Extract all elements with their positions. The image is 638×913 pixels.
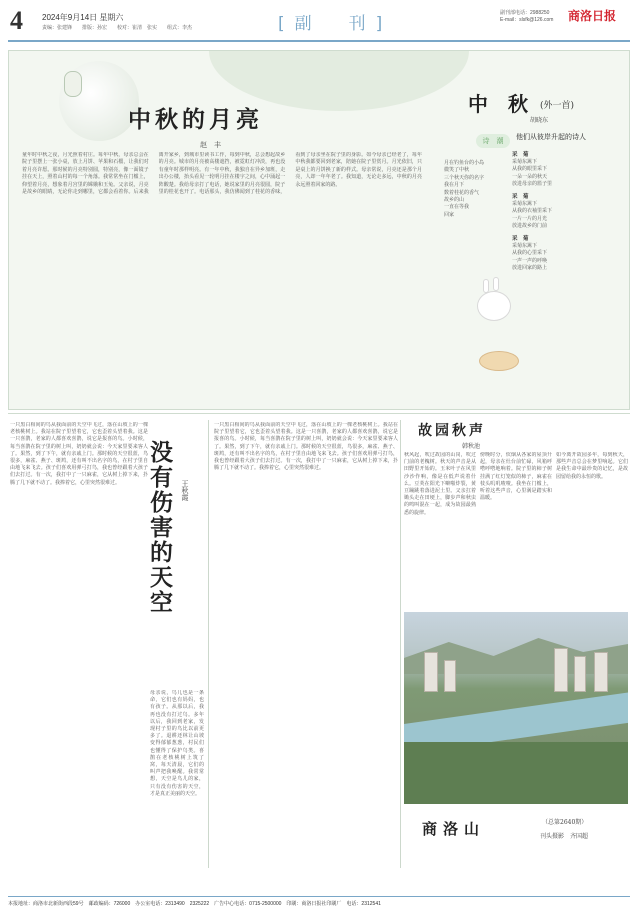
sub-poem-title: 采 菊	[512, 194, 529, 201]
story-column-3: 一只黑白相间的鸟从我面前的天空中飞过，落在山坡上的一棵老核桃树上。我站在院子里望着它，它也歪着头望着我。这是一只喜鹊，老家的人都喜欢喜鹊，说它是报喜的鸟。小时候，每当喜鹊在院子里的树上叫，奶奶就会说：今天家里要来客人了。果然，到了下午，就有亲戚上门。那时候的天空很蓝，鸟很多，麻雀、燕子、斑鸠，还有叫不出名字的鸟，在村子里自由地飞来飞去。孩子们喜欢用弹弓打鸟，我也曾经跟着大孩子们去打过。有一次，我打中了一只麻雀，它从树上掉下来，扑腾了几下就不动了。我捧着它，心里突然很难过。	[214, 422, 398, 472]
essay-column-1: 秋风起，吹过故园的山岗，吹过门前的老槐树。秋天的声音是从田野里开始的。玉米叶子在风里沙沙作响，像是在低声说着什么。豆荚在阳光下噼啪炸裂，黄豆蹦跳着落进泥土里。父亲扛着锄头走在田埂上，脚步声和秋虫的鸣叫混在一起，成为故园最熟悉的旋律。	[404, 452, 476, 516]
rabbit-ear-icon	[493, 277, 499, 291]
sub-poem-title: 采 菊	[512, 152, 529, 158]
park-shape	[404, 742, 628, 804]
contact-phone: 副刊部电话：2988250	[500, 10, 550, 16]
page-header	[0, 0, 638, 44]
essay-author: 韩秋池	[462, 443, 481, 450]
photo-caption-title: 商洛山	[422, 820, 486, 838]
building-shape	[594, 652, 608, 692]
section-divider	[8, 413, 630, 414]
sub-poem	[512, 194, 620, 230]
column-divider	[208, 420, 209, 868]
story-column-1: 一只黑白相间的鸟从我面前的天空中飞过，落在山坡上的一棵老核桃树上。我站在院子里望着它，它也歪着头望着我。这是一只喜鹊，老家的人都喜欢喜鹊，说它是报喜的鸟。小时候，每当喜鹊在院子里的树上叫，奶奶就会说：今天家里要来客人了。果然，到了下午，就有亲戚上门。那时候的天空很蓝，鸟很多，麻雀、燕子、斑鸠，还有叫不出名字的鸟，在村子里自由地飞来飞去。孩子们喜欢用弹弓打鸟，我也曾经跟着大孩子们去打过。有一次，我打中了一只麻雀，它从树上掉下来，扑腾了几下就不动了。我捧着它，心里突然很难过。	[10, 422, 148, 486]
feature-author: 赵 丰	[200, 141, 221, 149]
sub-poem-text: 采菊东篱下 从我的衣袖里采下 一片一片的月光 放进故乡的门前	[512, 201, 553, 229]
story-column-2: 母亲说，鸟儿也是一条命，它们也有妈妈，也有孩子。从那以后，我再也没有打过鸟。多年以后，我回到老家，发现村子里的鸟比以前更多了。退耕还林让山坡变得郁郁葱葱，村民们也懂得了保护鸟类。喜鹊在老核桃树上筑了窝，每天清晨，它们的叫声把我唤醒。我常常想，天空是鸟儿的家，只有没有伤害的天空，才是真正美丽的天空。	[150, 690, 204, 797]
poem-title: 中 秋	[468, 92, 528, 116]
sub-poem-header: 他们从彼岸升起的诗人	[516, 133, 586, 141]
newspaper-logo: 商洛日报	[568, 9, 617, 23]
rabbit-ear-icon	[483, 279, 489, 293]
lantern-illustration	[64, 71, 82, 97]
sub-poem-text: 采菊东篱下 从我的眼里采下 一朵一朵的秋天 放进母亲的篮子里	[512, 159, 553, 187]
story-author: 王秋霞	[181, 480, 189, 501]
essay-column-2: 傍晚时分，炊烟从各家的屋顶升起，母亲在灶台前忙碌，风箱呼嗒呼嗒地响着。院子里的柿子树挂满了红灯笼似的柿子，麻雀在枝头叽叽喳喳。我坐在门槛上，听着这些声音，心里满是踏实和温暖。	[480, 452, 552, 502]
sub-poem-text: 采菊东篱下 从我的心里采下 一声一声的呼唤 放进回家的路上	[512, 243, 548, 271]
essay-column-3: 如今离开故园多年，每到秋天，那些声音总会在梦里响起。它们是我生命中最珍贵的记忆，是故园留给我的永恒的歌。	[556, 452, 628, 480]
poem-author: 胡晓东	[530, 117, 549, 124]
sub-poem-title: 采 菊	[512, 236, 529, 243]
header-rule	[8, 40, 630, 42]
shangluo-mountain-photo	[404, 612, 628, 804]
column-divider	[400, 420, 401, 868]
story-title: 没有伤害的天空	[146, 440, 172, 615]
contact-email: E-mail：slsfk@126.com	[500, 17, 554, 23]
building-shape	[424, 652, 438, 692]
feature-title: 中秋的月亮	[128, 107, 263, 133]
page-number: 4	[10, 6, 23, 35]
page-footer: 本报地址：商洛市北新街西段59号 邮政编码：726000 办公室电话：2313490 2325222 广告中心电话：0715-2500000 印刷：商洛日报社印刷厂 电话：2312541	[8, 896, 630, 908]
editor-credits: 责编：张建锋 排版：孙宏 校对：崔清 张实 组式：李杰	[42, 25, 193, 31]
poem-text: 月在钓鱼台的小岛 微笑了中秋 三个秋天你的名字 我在月下 数着桂花的香气 故乡的山 一直在等我 回家	[444, 160, 485, 218]
building-shape	[554, 648, 568, 692]
contact-info	[500, 10, 553, 24]
sub-poem	[512, 152, 620, 188]
section-title: [副 刊]	[278, 14, 393, 34]
essay-title: 故园秋声	[418, 423, 486, 439]
sub-poem	[512, 236, 620, 272]
issue-series: （总第2640期）	[542, 819, 588, 826]
photo-credit: 刊头摄影 齐国超	[540, 833, 589, 840]
mooncake-illustration	[479, 351, 519, 371]
feature-body: 童年时中秋之夜，月光照着村庄。每年中秋，母亲总会在院子里摆上一张小桌，放上月饼、苹果和石榴，让我们对着月亮许愿。那时候的月亮特别圆，特别亮，像一面镜子挂在天上，照着山村的每一个角落。我常常坐在门槛上，仰望着月亮，想象着月宫里的嫦娥和玉兔。父亲说，月亮是故乡的眼睛，无论你走到哪里，它都会看着你。后来我离开家乡，到城市里读书工作，每到中秋，总会想起故乡的月亮。城市的月亮被高楼遮挡，被霓虹灯冲淡，再也没有童年时那样明亮。有一年中秋，我独自在异乡加班，走出办公楼，抬头看见一轮明月挂在楼宇之间，心中涌起一阵酸楚。我给母亲打了电话，她说家里的月亮很圆，院子里的桂花也开了。电话那头，我仿佛闻到了桂花的香味，看到了母亲坐在院子里的身影。如今母亲已经老了，每年中秋我都要回到老家，陪她在院子里赏月。月光依旧，只是桌上的月饼换了新的样式。母亲常说，月亮还是那个月亮，人却一年年老了。我知道，无论走多远，中秋的月亮永远照着回家的路。	[22, 152, 422, 196]
rabbit-illustration	[477, 291, 511, 321]
sub-poems	[512, 146, 620, 272]
building-shape	[574, 656, 586, 692]
issue-date: 2024年9月14日 星期六	[42, 13, 124, 22]
poem-subtitle: (外一首)	[540, 101, 575, 111]
poetry-badge: 诗 潮	[476, 134, 510, 148]
building-shape	[444, 660, 456, 692]
